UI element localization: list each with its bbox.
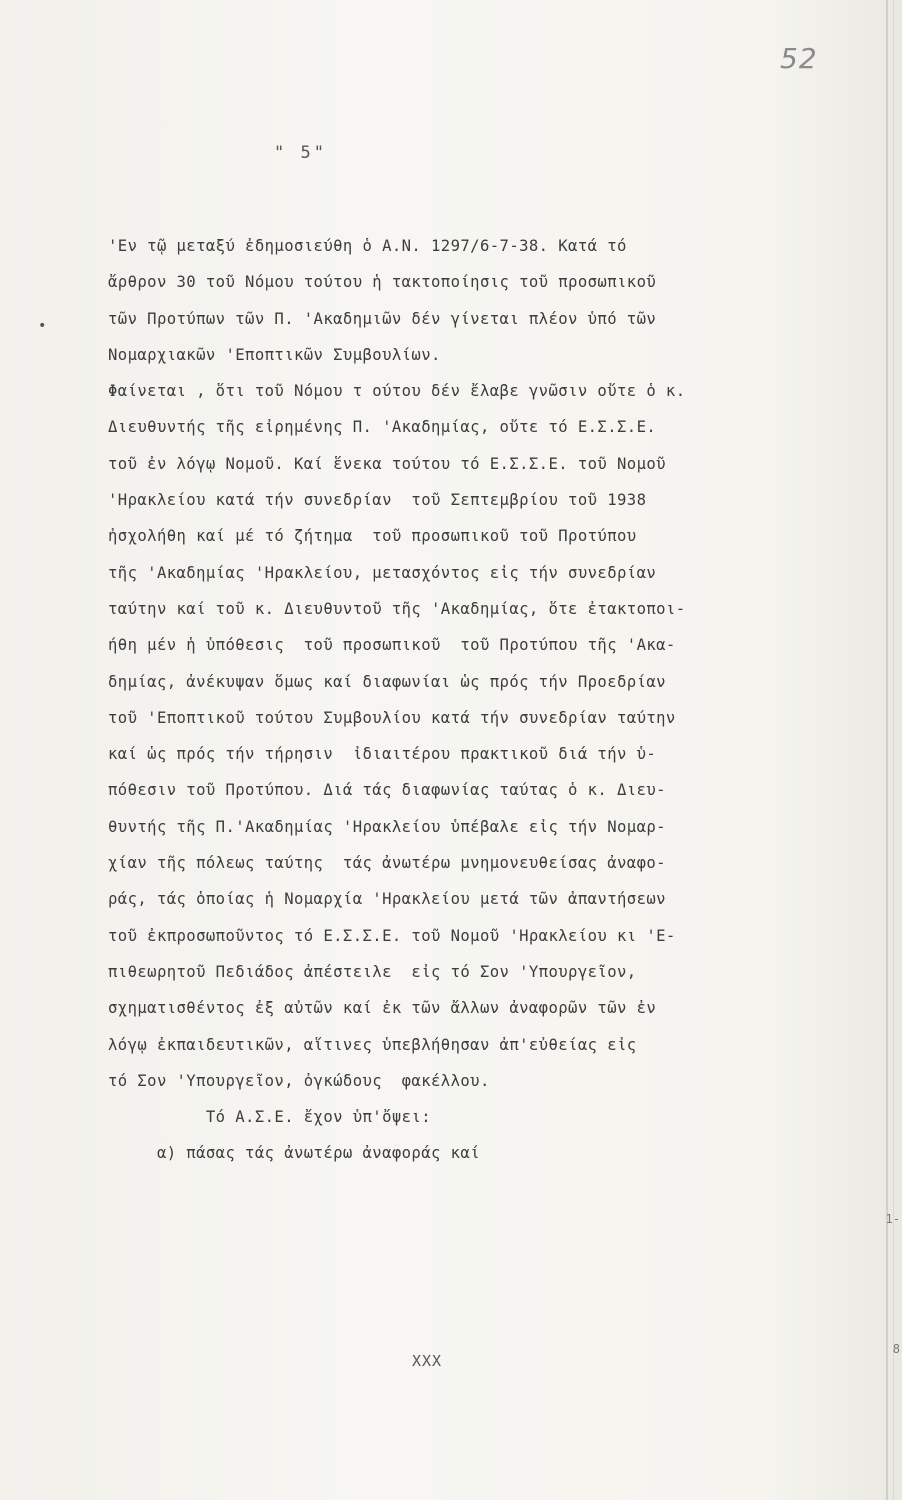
text-line: τό Σον 'Υπουργεῖον, ὀγκώδους φακέλλου.: [108, 1071, 490, 1090]
text-line: τοῦ 'Εποπτικοῦ τούτου Συμβουλίου κατά τήν συνεδρίαν ταύτην: [108, 708, 676, 727]
folio-number: 52: [780, 42, 818, 75]
footer-mark: ΧΧΧ: [412, 1352, 443, 1370]
typewritten-body: [108, 228, 878, 1172]
text-line: 'Εν τῷ μεταξύ ἐδημοσιεύθη ὁ Α.Ν. 1297/6-7-38. Κατά τό: [108, 237, 627, 255]
text-line: 'Ηρακλείου κατά τήν συνεδρίαν τοῦ Σεπτεμβρίου τοῦ 1938: [108, 491, 647, 510]
margin-mark: •: [38, 318, 47, 334]
text-line: α) πάσας τάς ἀνωτέρω ἀναφοράς καί: [108, 1144, 480, 1163]
text-line: θυντής τῆς Π.'Ακαδημίας 'Ηρακλείου ὑπέβαλε εἰς τήν Νομαρ-: [108, 817, 666, 836]
text-line: ήθη μέν ἡ ὑπόθεσις τοῦ προσωπικοῦ τοῦ Προτύπου τῆς 'Ακα-: [108, 636, 676, 655]
text-line: Τό Α.Σ.Ε. ἔχον ὑπ'ὄψει:: [108, 1108, 432, 1127]
edge-mark: 8: [892, 1342, 900, 1356]
text-line: λόγῳ ἐκπαιδευτικῶν, αἵτινες ὑπεβλήθησαν ἀπ'εὐθείας εἰς: [108, 1035, 637, 1054]
text-line: ἠσχολήθη καί μέ τό ζήτημα τοῦ προσωπικοῦ τοῦ Προτύπου: [108, 527, 637, 546]
page-edge-line: [893, 0, 894, 1500]
edge-mark: 1-: [885, 1212, 900, 1226]
page-number: " 5": [274, 143, 327, 163]
text-line: σχηματισθέντος ἐξ αὐτῶν καί ἐκ τῶν ἄλλων ἀναφορῶν τῶν ἐν: [108, 999, 657, 1018]
text-line: ἄρθρον 30 τοῦ Νόμου τούτου ἡ τακτοποίησις τοῦ προσωπικοῦ: [108, 273, 657, 292]
text-line: καί ὡς πρός τήν τήρησιν ἰδιαιτέρου πρακτικοῦ διά τήν ὑ-: [108, 745, 657, 764]
text-line: πόθεσιν τοῦ Προτύπου. Διά τάς διαφωνίας ταύτας ὁ κ. Διευ-: [108, 781, 666, 800]
text-line: Διευθυντής τῆς εἰρημένης Π. 'Ακαδημίας, οὔτε τό Ε.Σ.Σ.Ε.: [108, 418, 657, 437]
text-line: Φαίνεται , ὅτι τοῦ Νόμου τ ούτου δέν ἔλαβε γνῶσιν οὔτε ὁ κ.: [108, 382, 686, 401]
text-line: Νομαρχιακῶν 'Εποπτικῶν Συμβουλίων.: [108, 345, 441, 364]
text-line: χίαν τῆς πόλεως ταύτης τάς ἀνωτέρω μνημονευθείσας ἀναφο-: [108, 854, 666, 873]
text-line: δημίας, ἀνέκυψαν ὅμως καί διαφωνίαι ὡς πρός τήν Προεδρίαν: [108, 672, 666, 691]
text-line: τοῦ ἐν λόγῳ Νομοῦ. Καί ἕνεκα τούτου τό Ε.Σ.Σ.Ε. τοῦ Νομοῦ: [108, 454, 666, 473]
text-line: ράς, τάς ὁποίας ἡ Νομαρχία 'Ηρακλείου μετά τῶν ἀπαντήσεων: [108, 890, 666, 909]
text-line: τῶν Προτύπων τῶν Π. 'Ακαδημιῶν δέν γίνεται πλέον ὑπό τῶν: [108, 309, 657, 328]
page-edge-line: [886, 0, 888, 1500]
text-line: τοῦ ἐκπροσωποῦντος τό Ε.Σ.Σ.Ε. τοῦ Νομοῦ 'Ηρακλείου κι 'Ε-: [108, 926, 676, 945]
text-line: τῆς 'Ακαδημίας 'Ηρακλείου, μετασχόντος εἰς τήν συνεδρίαν: [108, 563, 657, 582]
text-line: ταύτην καί τοῦ κ. Διευθυντοῦ τῆς 'Ακαδημίας, ὅτε ἐτακτοποι-: [108, 599, 686, 618]
text-line: πιθεωρητοῦ Πεδιάδος ἀπέστειλε εἰς τό Σον 'Υπουργεῖον,: [108, 962, 637, 981]
